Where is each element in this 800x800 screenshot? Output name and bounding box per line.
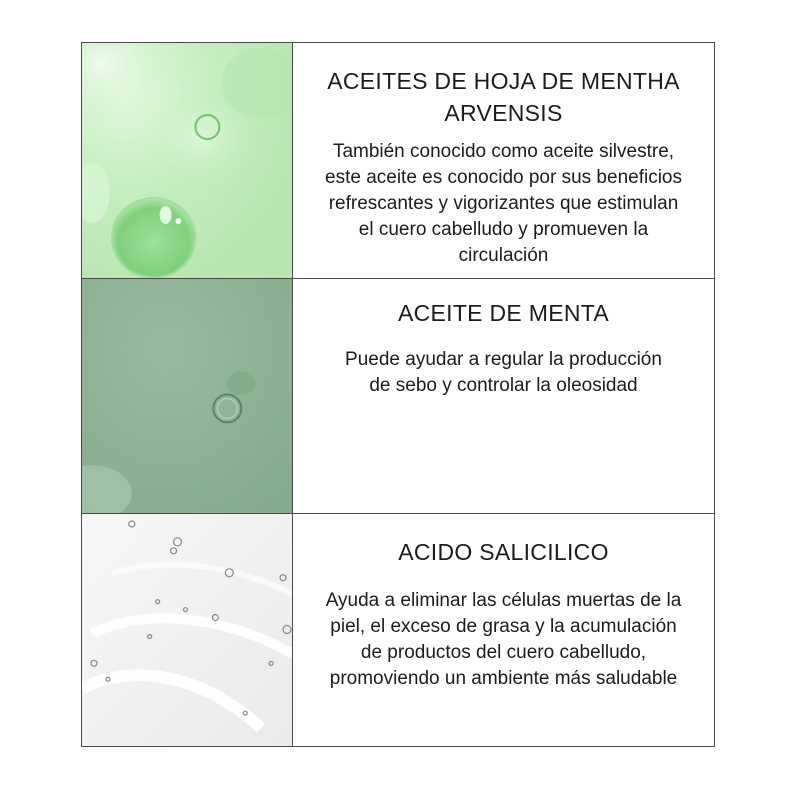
ingredient-row: [82, 513, 714, 746]
ingredient-title: ACEITES DE HOJA DE MENTHA ARVENSIS: [327, 68, 680, 126]
ingredient-row: [82, 278, 714, 513]
ingredient-row: [82, 43, 714, 278]
ingredients-table: [81, 42, 715, 747]
ingredient-description: También conocido como aceite silvestre, este aceite es conocido por sus beneficios refrescantes y vigorizantes que estimulan el cuero cabelludo y promueven la circulación: [325, 141, 682, 266]
clear-gel-texture-image: [82, 514, 293, 746]
green-gel-texture-image: [82, 43, 293, 278]
ingredient-description: Puede ayudar a regular la producción de sebo y controlar la oleosidad: [345, 349, 662, 396]
ingredient-text: [293, 514, 714, 746]
ingredient-description: Ayuda a eliminar las células muertas de la piel, el exceso de grasa y la acumulación de productos del cuero cabelludo, promoviendo un ambiente más saludable: [325, 590, 682, 689]
ingredient-title: ACEITE DE MENTA: [397, 300, 610, 326]
ingredient-text: [293, 43, 714, 278]
ingredient-title: ACIDO SALICILICO: [398, 539, 609, 565]
ingredient-text: [293, 279, 714, 513]
mint-oil-texture-image: [82, 279, 293, 513]
